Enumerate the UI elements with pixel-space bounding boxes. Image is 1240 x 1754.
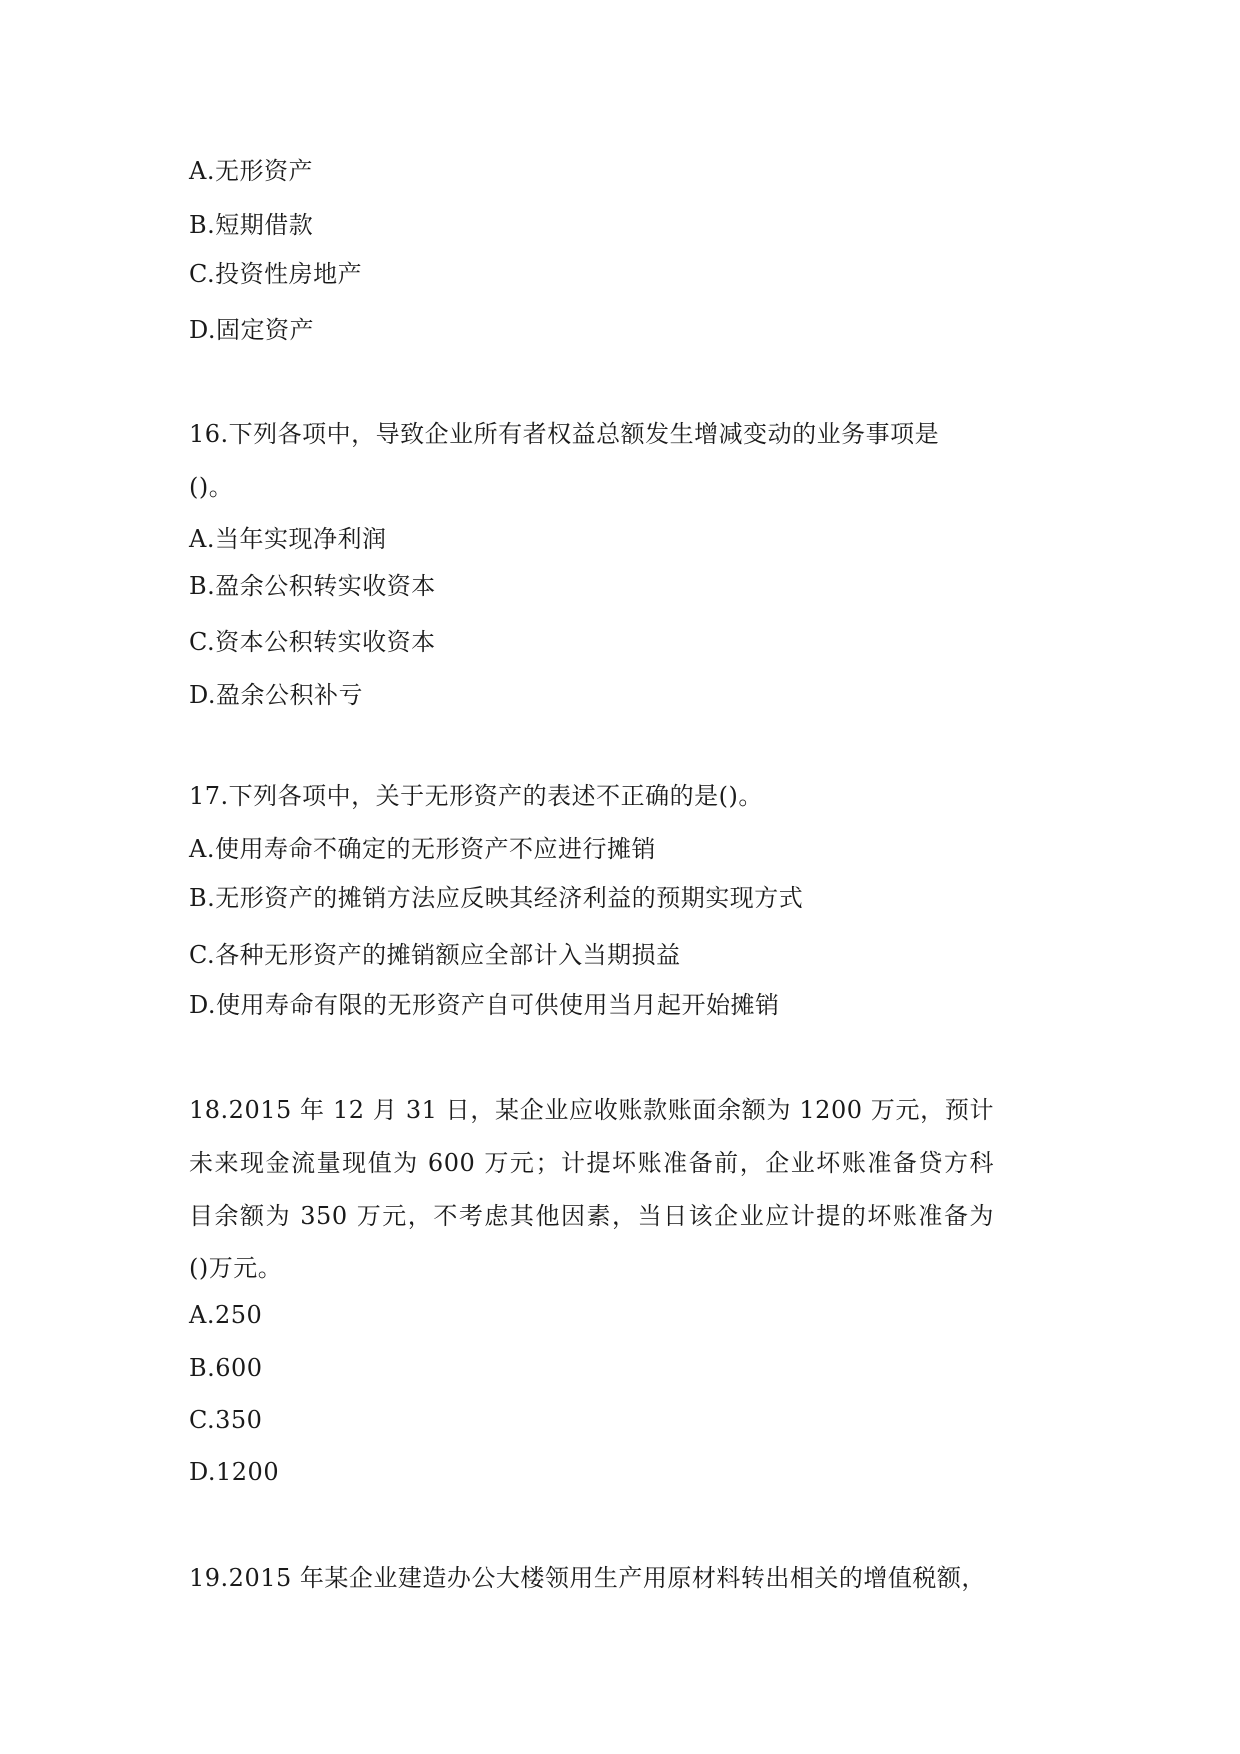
question-stem: 19.2015 年某企业建造办公大楼领用生产用原材料转出相关的增值税额， [189, 1564, 986, 1592]
option-b: B.600 [189, 1354, 263, 1382]
option-c: C.各种无形资产的摊销额应全部计入当期损益 [189, 941, 681, 969]
option-c: C.350 [189, 1406, 263, 1434]
option-d: D.盈余公积补亏 [189, 681, 364, 709]
option-c: C.资本公积转实收资本 [189, 628, 436, 656]
option-b: B.短期借款 [189, 211, 314, 239]
option-a: A.当年实现净利润 [189, 525, 387, 553]
question-stem: 16.下列各项中，导致企业所有者权益总额发生增减变动的业务事项是 [189, 420, 940, 448]
option-c: C.投资性房地产 [189, 260, 363, 288]
option-d: D.固定资产 [189, 316, 315, 344]
option-a: A.无形资产 [189, 157, 313, 185]
option-a: A.使用寿命不确定的无形资产不应进行摊销 [189, 835, 656, 863]
question-stem: ()万元。 [189, 1254, 283, 1282]
question-stem: 17.下列各项中，关于无形资产的表述不正确的是()。 [189, 782, 763, 810]
question-stem: 目余额为 350 万元，不考虑其他因素，当日该企业应计提的坏账准备为 [189, 1202, 994, 1230]
option-b: B.盈余公积转实收资本 [189, 572, 436, 600]
option-b: B.无形资产的摊销方法应反映其经济利益的预期实现方式 [189, 884, 804, 912]
question-stem: ()。 [189, 473, 234, 501]
option-a: A.250 [189, 1301, 263, 1329]
question-stem: 未来现金流量现值为 600 万元；计提坏账准备前，企业坏账准备贷方科 [189, 1149, 994, 1177]
question-stem: 18.2015 年 12 月 31 日，某企业应收账款账面余额为 1200 万元，预计 [189, 1096, 994, 1124]
option-d: D.1200 [189, 1458, 280, 1486]
option-d: D.使用寿命有限的无形资产自可供使用当月起开始摊销 [189, 991, 780, 1019]
